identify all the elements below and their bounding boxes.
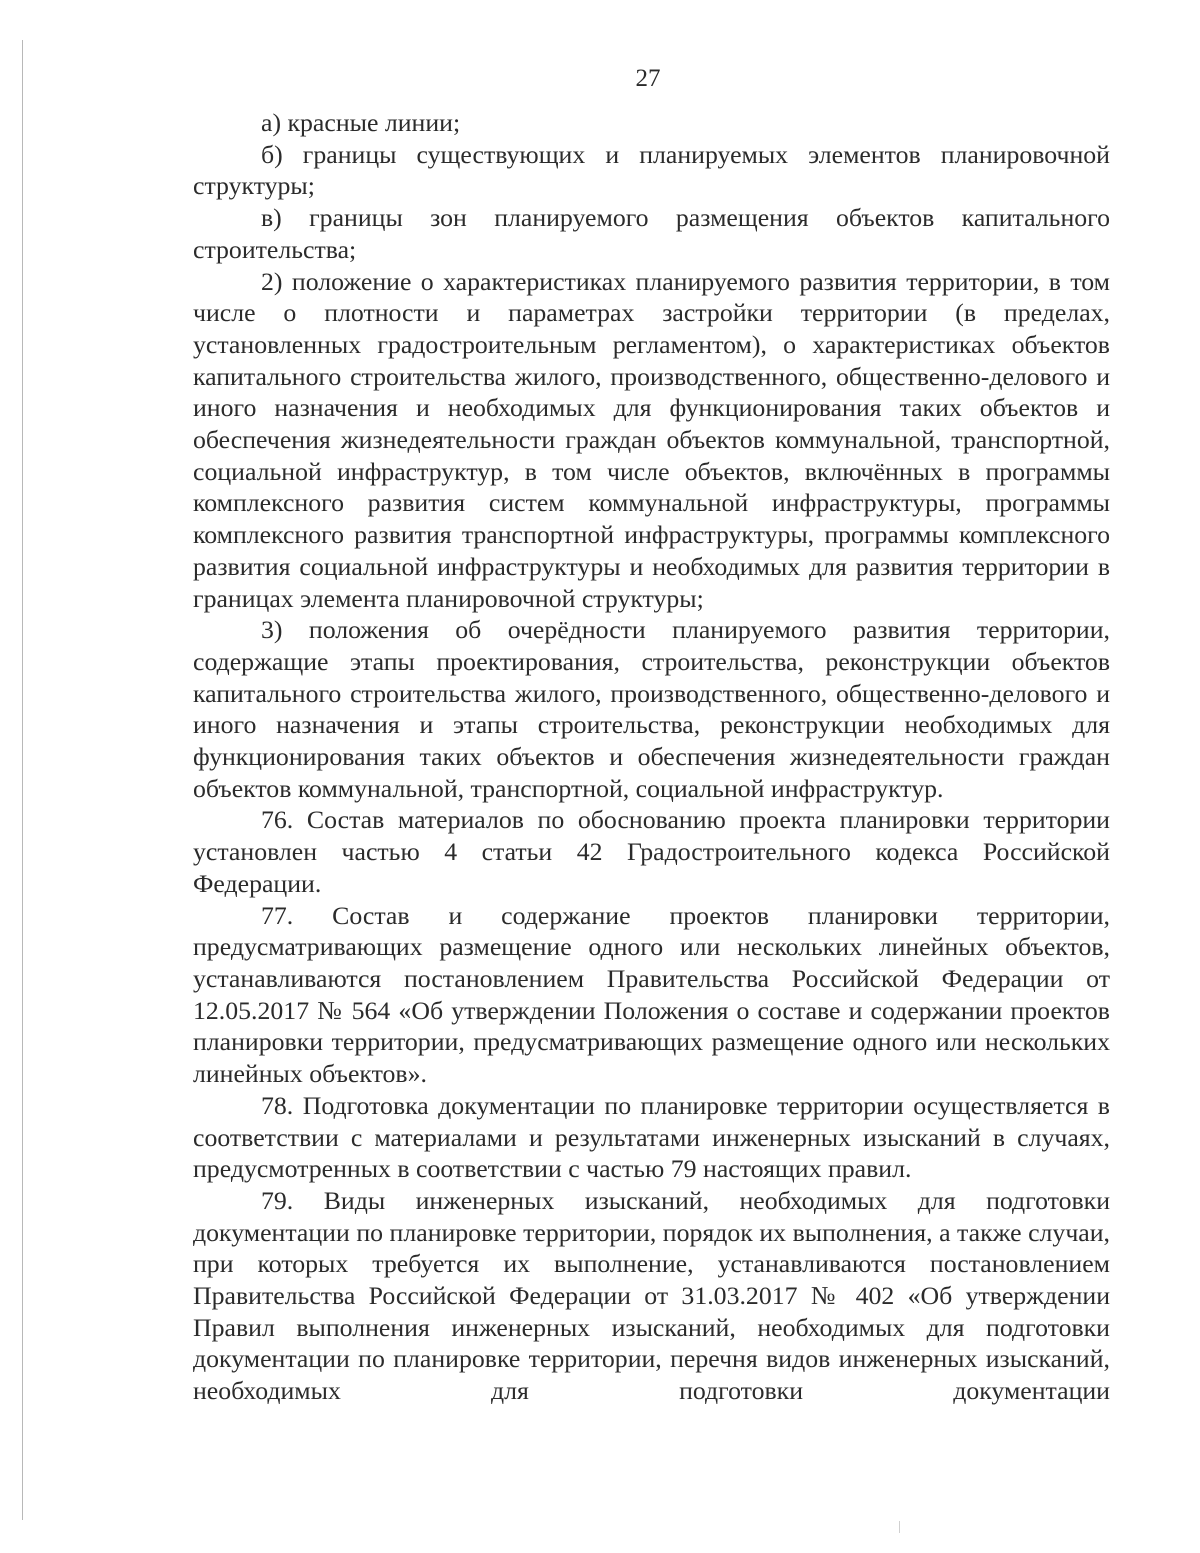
paragraph-78-preparation: 78. Подготовка документации по планировке территории осуществляется в соответствии с материалами и результатами инженерных изысканий в случаях, предусмотренных в соответствии с частью 79 настоящих правил. — [193, 1090, 1110, 1184]
scan-left-edge — [22, 40, 23, 1520]
document-body — [193, 107, 1110, 1407]
scan-mark — [899, 1521, 900, 1533]
paragraph-a-red-lines: а) красные линии; — [261, 108, 461, 137]
paragraph-77-linear-objects: 77. Состав и содержание проектов планировки территории, предусматривающих размещение одного или нескольких линейных объектов, устанавливаются постановлением Правительства Российской Федерации от 12.05.2017 № 564 «Об утверждении Положения о составе и содержании проектов планировки территории, предусматривающих размещение одного или нескольких линейных объектов». — [193, 900, 1110, 1089]
paragraph-v-zone-boundaries: в) границы зон планируемого размещения объектов капитального строительства; — [193, 203, 1110, 264]
paragraph-b-structure-boundaries: б) границы существующих и планируемых элементов планировочной структуры; — [193, 139, 1110, 201]
paragraph-79-engineering-surveys: 79. Виды инженерных изысканий, необходимых для подготовки документации по планировке территории, порядок их выполнения, а также случаи, при которых требуется их выполнение, устанавливаются постановлением Правительства Российской Федерации от 31.03.2017 № 402 «Об утверждении Правил выполнения инженерных изысканий, необходимых для подготовки документации по планировке территории, перечня видов инженерных изысканий, необходимых для подготовки документации — [193, 1185, 1110, 1406]
paragraph-76-materials: 76. Состав материалов по обоснованию проекта планировки территории установлен частью 4 статьи 42 Градостроительного кодекса Российской Федерации. — [193, 805, 1110, 898]
paragraph-2-development-characteristics: 2) положение о характеристиках планируемого развития территории, в том числе о плотности и параметрах застройки территории (в пределах, установленных градостроительным регламентом), о характеристиках объектов капитального строительства жилого, производственного, общественно-делового и иного назначения и необходимых для функционирования таких объектов и обеспечения жизнедеятельности граждан объектов коммунальной, транспортной, социальной инфраструктур, в том числе объектов, включённых в программы комплексного развития систем коммунальной инфраструктуры, программы комплексного развития транспортной инфраструктуры, программы комплексного развития социальной инфраструктуры и необходимых для развития территории в границах элемента планировочной структуры; — [193, 266, 1110, 613]
page-number: 27 — [635, 65, 661, 92]
paragraph-3-development-sequence: 3) положения об очерёдности планируемого развития территории, содержащие этапы проектирования, строительства, реконструкции объектов капитального строительства жилого, производственного, общественно-делового и иного назначения и этапы строительства, реконструкции необходимых для функционирования таких объектов и обеспечения жизнедеятельности граждан объектов коммунальной, транспортной, социальной инфраструктур. — [193, 615, 1110, 803]
